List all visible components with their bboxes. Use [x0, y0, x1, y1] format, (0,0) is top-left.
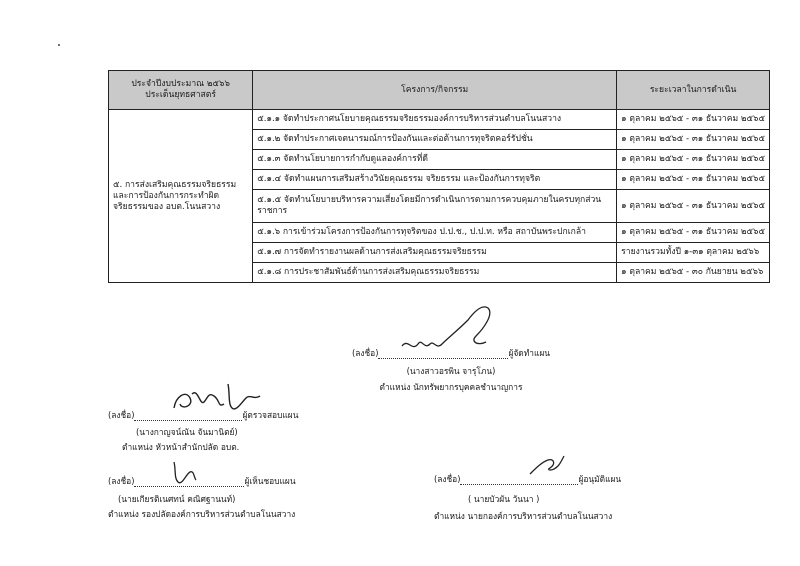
project-cell: ๕.๑.๒ จัดทำประกาศเจตนารมณ์การป้องกันและต่อต้านการทุจริตคอร์รัปชั่น: [253, 130, 617, 150]
table-row: [109, 110, 770, 130]
header-period: ระยะเวลาในการดำเนิน: [617, 71, 770, 110]
header-strategy: ประจำปีงบประมาณ ๒๕๖๖ ประเด็นยุทธศาสตร์: [109, 71, 253, 110]
project-cell: ๕.๑.๑ จัดทำประกาศนโยบายคุณธรรมจริยธรรมองค์การบริหารส่วนตำบลโนนสวาง: [253, 110, 617, 130]
period-cell: ๑ ตุลาคม ๒๕๖๕ - ๓๐ กันยายน ๒๕๖๖: [617, 263, 770, 283]
signature-block-endorser: (ลงชื่อ) ผู้เห็นชอบแผน (นายเกียรติเนศทน์ คณิศฐานนท์) ตำแหน่ง รองปลัดองค์การบริหารส่วนตำบลโนนสวาง: [108, 476, 296, 519]
project-cell: ๕.๑.๗ การจัดทำรายงานผลด้านการส่งเสริมคุณธรรมจริยธรรม: [253, 243, 617, 263]
period-cell: ๑ ตุลาคม ๒๕๖๕ - ๓๑ ธันวาคม ๒๕๖๕: [617, 170, 770, 190]
signature-line: [134, 486, 244, 487]
period-cell: ๑ ตุลาคม ๒๕๖๕ - ๓๑ ธันวาคม ๒๕๖๕: [617, 110, 770, 130]
signature-line: [460, 484, 578, 485]
signature-line: [134, 420, 242, 421]
project-cell: ๕.๑.๕ จัดทำนโยบายบริหารความเสี่ยงโดยมีการดำเนินการตามการควบคุมภายในครบทุกส่วนราชการ: [253, 190, 617, 223]
project-cell: ๕.๑.๔ จัดทำแผนการเสริมสร้างวินัยคุณธรรม จริยธรรม และป้องกันการทุจริต: [253, 170, 617, 190]
signature-block-approver: (ลงชื่อ) ผู้อนุมัติแผน ( นายบัวผัน วันนา ) ตำแหน่ง นายกองค์การบริหารส่วนตำบลโนนสวาง: [434, 474, 622, 521]
signature-block-reviewer: (ลงชื่อ) ผู้ตรวจสอบแผน (นางกาญจน์ณัน จันมานิตย์) ตำแหน่ง หัวหน้าสำนักปลัด อบต.: [108, 410, 299, 452]
signature-line: [378, 358, 508, 359]
signature-block-preparer: (ลงชื่อ) ผู้จัดทำแผน (นางสาวอรพิน จารุโภน) ตำแหน่ง นักทรัพยากรบุคคลชำนาญการ: [352, 348, 550, 392]
plan-table: [108, 70, 770, 283]
project-cell: ๕.๑.๖ การเข้าร่วมโครงการป้องกันการทุจริตของ ป.ป.ช., ป.ป.ท. หรือ สถาบันพระปกเกล้า: [253, 223, 617, 243]
table-header-row: [109, 71, 770, 110]
period-cell: รายงานรวมทั้งปี ๑-๓๑ ตุลาคม ๒๕๖๖: [617, 243, 770, 263]
period-cell: ๑ ตุลาคม ๒๕๖๕ - ๓๑ ธันวาคม ๒๕๖๕: [617, 223, 770, 243]
period-cell: ๑ ตุลาคม ๒๕๖๕ - ๓๑ ธันวาคม ๒๕๖๕: [617, 190, 770, 223]
project-cell: ๕.๑.๓ จัดทำนโยบายการกำกับดูแลองค์การที่ดี: [253, 150, 617, 170]
strategy-cell: ๕. การส่งเสริมคุณธรรมจริยธรรม และการป้องกันการกระทำผิด จริยธรรมของ อบต.โนนสวาง: [109, 110, 253, 283]
header-project: โครงการ/กิจกรรม: [253, 71, 617, 110]
scan-speck: [58, 44, 60, 46]
period-cell: ๑ ตุลาคม ๒๕๖๕ - ๓๑ ธันวาคม ๒๕๖๕: [617, 150, 770, 170]
period-cell: ๑ ตุลาคม ๒๕๖๕ - ๓๑ ธันวาคม ๒๕๖๕: [617, 130, 770, 150]
project-cell: ๕.๑.๘ การประชาสัมพันธ์ด้านการส่งเสริมคุณธรรมจริยธรรม: [253, 263, 617, 283]
